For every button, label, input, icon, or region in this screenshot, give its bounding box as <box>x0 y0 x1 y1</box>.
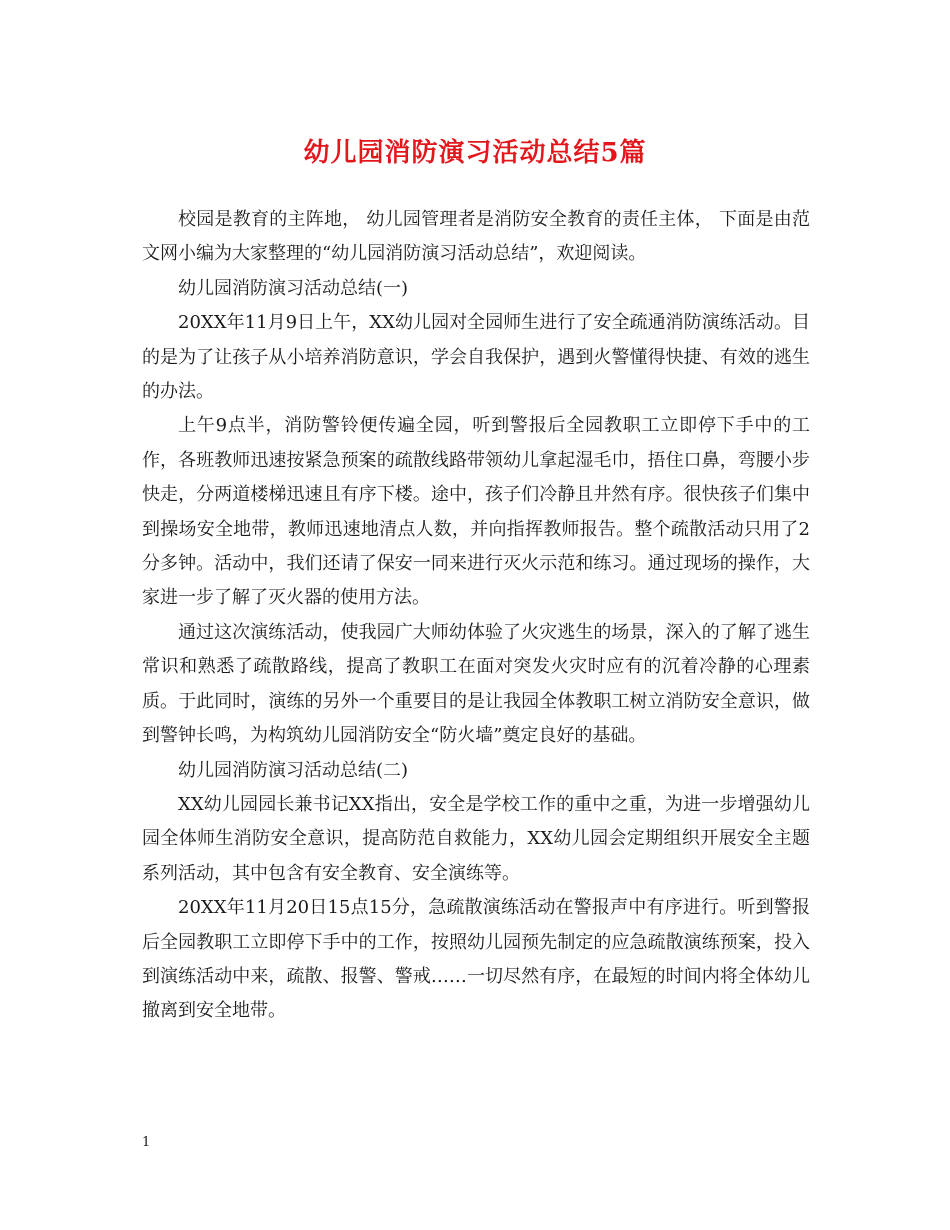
document-title: 幼儿园消防演习活动总结5篇 <box>303 138 647 168</box>
paragraph: 20XX年11月20日15点15分，急疏散演练活动在警报声中有序进行。听到警报后全园教职工立即停下手中的工作，按照幼儿园预先制定的应急疏散演练预案，投入到演练活动中来，疏散、报警、警戒……一切尽然有序，在最短的时间内将全体幼儿撤离到安全地带。 <box>142 897 810 1022</box>
paragraph: 上午9点半，消防警铃便传遍全园，听到警报后全园教职工立即停下手中的工作，各班教师迅速按紧急预案的疏散线路带领幼儿拿起湿毛巾，捂住口鼻，弯腰小步快走，分两道楼梯迅速且有序下楼。途中，孩子们冷静且井然有序。很快孩子们集中到操场安全地带，教师迅速地清点人数，并向指挥教师报告。整个疏散活动只用了2分多钟。活动中，我们还请了保安一同来进行灭火示范和练习。通过现场的操作，大家进一步了解了灭火器的使用方法。 <box>142 415 810 609</box>
paragraph: 通过这次演练活动，使我园广大师幼体验了火灾逃生的场景，深入的了解了逃生常识和熟悉了疏散路线，提高了教职工在面对突发火灾时应有的沉着冷静的心理素质。于此同时，演练的另外一个重要目的是让我园全体教职工树立消防安全意识，做到警钟长鸣，为构筑幼儿园消防安全“防火墙”奠定良好的基础。 <box>142 621 810 747</box>
paragraph: XX幼儿园园长兼书记XX指出，安全是学校工作的重中之重，为进一步增强幼儿园全体师生消防安全意识，提高防范自救能力，XX幼儿园会定期组织开展安全主题系列活动，其中包含有安全教育、安全演练等。 <box>142 793 810 884</box>
section-heading-one: 幼儿园消防演习活动总结(一) <box>178 277 409 299</box>
section-heading-two: 幼儿园消防演习活动总结(二) <box>178 759 409 781</box>
paragraph: 20XX年11月9日上午，XX幼儿园对全园师生进行了安全疏通消防演练活动。目的是为了让孩子从小培养消防意识，学会自我保护，遇到火警懂得快捷、有效的逃生的办法。 <box>142 312 810 403</box>
document-body <box>142 203 810 1029</box>
paragraph-intro: 校园是教育的主阵地， 幼儿园管理者是消防安全教育的责任主体， 下面是由范文网小编为大家整理的“幼儿园消防演习活动总结”，欢迎阅读。 <box>142 209 810 265</box>
page-number: 1 <box>142 1135 151 1150</box>
